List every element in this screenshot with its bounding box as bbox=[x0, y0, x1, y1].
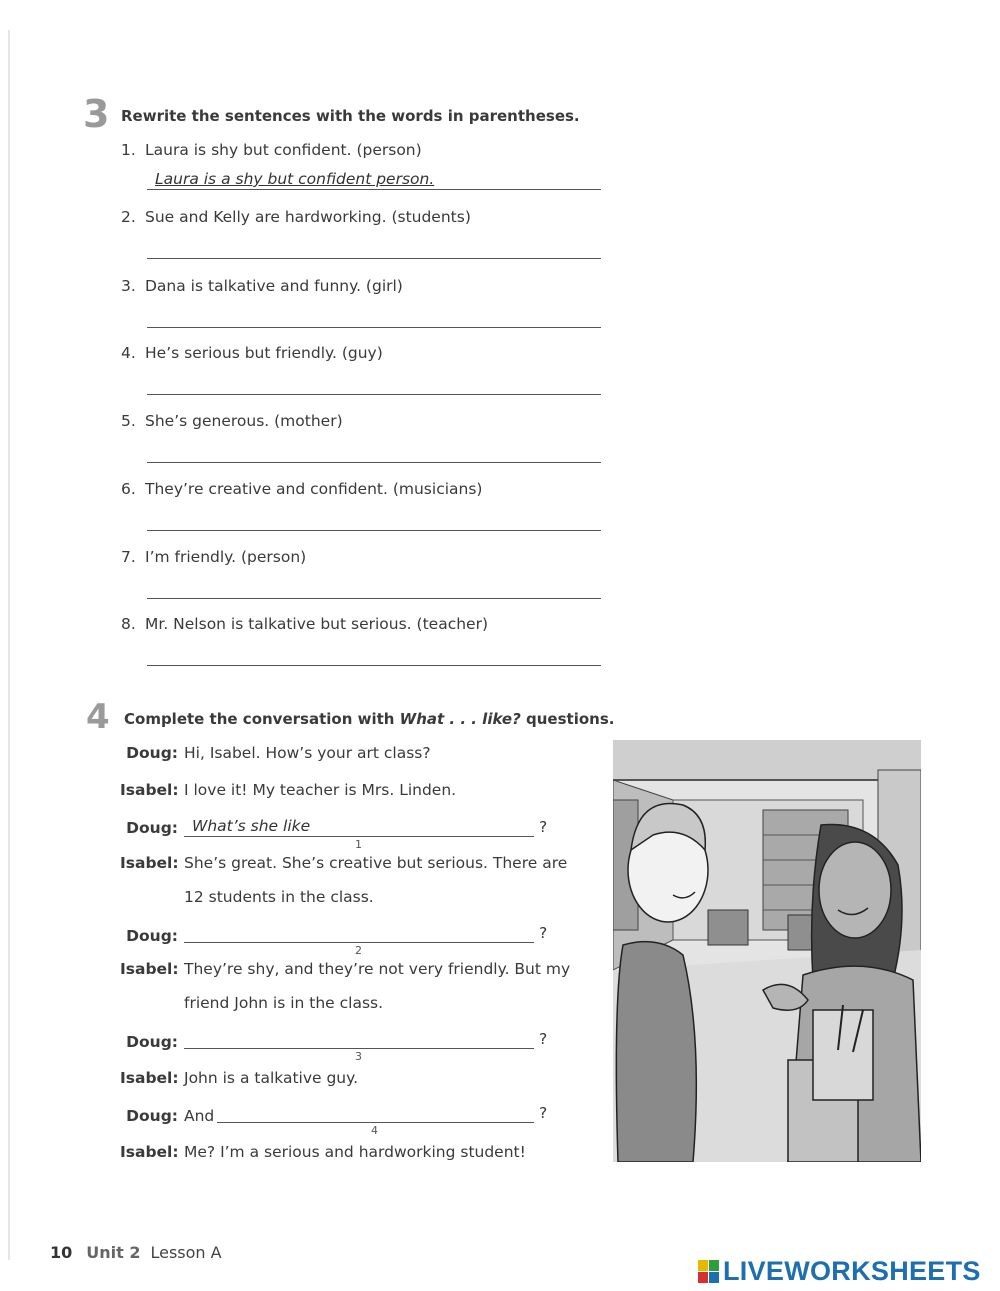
brand-name: LIVEWORKSHEETS bbox=[723, 1256, 981, 1286]
item-number: 7. bbox=[121, 548, 136, 566]
speaker-doug: Doug: bbox=[126, 819, 178, 837]
dialogue-text: And bbox=[184, 1107, 215, 1125]
question-mark: ? bbox=[539, 924, 548, 942]
speaker-doug: Doug: bbox=[126, 744, 178, 762]
dialogue-text: Me? I’m a serious and hardworking student! bbox=[184, 1143, 526, 1161]
lesson-label: Lesson A bbox=[150, 1243, 222, 1262]
page-number: 10 bbox=[50, 1243, 73, 1262]
item-number: 8. bbox=[121, 615, 136, 633]
dialogue-line bbox=[120, 960, 570, 978]
instruction-text: Complete the conversation with bbox=[124, 710, 400, 728]
speaker-doug: Doug: bbox=[126, 927, 178, 945]
dialogue-text: John is a talkative guy. bbox=[184, 1069, 359, 1087]
dialogue-continuation: 12 students in the class. bbox=[184, 888, 374, 906]
illustration-library-scene bbox=[613, 740, 921, 1162]
dialogue-line bbox=[120, 927, 178, 945]
speaker-isabel: Isabel: bbox=[120, 960, 179, 978]
page-footer bbox=[50, 1243, 222, 1262]
section-3-number: 3 bbox=[83, 92, 108, 136]
answer-line-6[interactable] bbox=[147, 508, 601, 531]
conversation-blank-1[interactable] bbox=[184, 814, 534, 837]
conversation-blank-4[interactable] bbox=[217, 1100, 534, 1123]
answer-line-4[interactable] bbox=[147, 372, 601, 395]
dialogue-text: They’re shy, and they’re not very friendly. But my bbox=[184, 960, 571, 978]
blank-number: 2 bbox=[355, 944, 362, 957]
blank-answer: What’s she like bbox=[192, 817, 311, 835]
instruction-text-end: questions. bbox=[520, 710, 615, 728]
item-number: 2. bbox=[121, 208, 136, 226]
exercise-item-6 bbox=[121, 480, 611, 498]
speaker-isabel: Isabel: bbox=[120, 781, 179, 799]
answer-line-7[interactable] bbox=[147, 576, 601, 599]
answer-text: Laura is a shy but confident person. bbox=[155, 170, 435, 188]
answer-line-3[interactable] bbox=[147, 305, 601, 328]
section-3-instruction: Rewrite the sentences with the words in parentheses. bbox=[121, 107, 580, 125]
answer-line-2[interactable] bbox=[147, 236, 601, 259]
conversation-blank-3[interactable] bbox=[184, 1026, 534, 1049]
item-number: 3. bbox=[121, 277, 136, 295]
item-number: 6. bbox=[121, 480, 136, 498]
dialogue-line bbox=[120, 1033, 178, 1051]
dialogue-text: Hi, Isabel. How’s your art class? bbox=[184, 744, 431, 762]
exercise-item-1 bbox=[121, 141, 611, 188]
item-prompt: They’re creative and confident. (musicians) bbox=[145, 480, 483, 498]
dialogue-line bbox=[120, 1107, 214, 1125]
exercise-item-7 bbox=[121, 548, 611, 566]
dialogue-line bbox=[120, 744, 431, 762]
instruction-italic: What . . . like? bbox=[399, 710, 521, 728]
speaker-doug: Doug: bbox=[126, 1033, 178, 1051]
answer-line-8[interactable] bbox=[147, 643, 601, 666]
dialogue-line bbox=[120, 854, 567, 872]
item-prompt: Sue and Kelly are hardworking. (students) bbox=[145, 208, 471, 226]
dialogue-line bbox=[120, 781, 456, 799]
item-number: 1. bbox=[121, 141, 136, 159]
question-mark: ? bbox=[539, 1104, 548, 1122]
page-edge bbox=[8, 30, 10, 1260]
dialogue-line bbox=[120, 819, 178, 837]
item-number: 4. bbox=[121, 344, 136, 362]
item-prompt: Laura is shy but confident. (person) bbox=[145, 141, 422, 159]
question-mark: ? bbox=[539, 1030, 548, 1048]
conversation-blank-2[interactable] bbox=[184, 920, 534, 943]
speaker-isabel: Isabel: bbox=[120, 1143, 179, 1161]
speaker-doug: Doug: bbox=[126, 1107, 178, 1125]
exercise-item-3 bbox=[121, 277, 611, 295]
exercise-item-4 bbox=[121, 344, 611, 362]
answer-line-5[interactable] bbox=[147, 440, 601, 463]
exercise-item-5 bbox=[121, 412, 611, 430]
speaker-isabel: Isabel: bbox=[120, 854, 179, 872]
section-4-instruction bbox=[124, 710, 614, 728]
dialogue-continuation: friend John is in the class. bbox=[184, 994, 384, 1012]
blank-number: 3 bbox=[355, 1050, 362, 1063]
dialogue-text: She’s great. She’s creative but serious. There are bbox=[184, 854, 568, 872]
speaker-isabel: Isabel: bbox=[120, 1069, 179, 1087]
question-mark: ? bbox=[539, 818, 548, 836]
section-4-number: 4 bbox=[86, 697, 110, 737]
item-number: 5. bbox=[121, 412, 136, 430]
item-prompt: I’m friendly. (person) bbox=[145, 548, 307, 566]
dialogue-text: I love it! My teacher is Mrs. Linden. bbox=[184, 781, 457, 799]
answer-line-1[interactable] bbox=[147, 167, 601, 190]
logo-grid-icon bbox=[698, 1260, 719, 1283]
dialogue-line bbox=[120, 1069, 358, 1087]
exercise-item-2 bbox=[121, 208, 611, 226]
blank-number: 4 bbox=[371, 1124, 378, 1137]
dialogue-line bbox=[120, 1143, 526, 1161]
exercise-item-8 bbox=[121, 615, 611, 633]
item-prompt: Dana is talkative and funny. (girl) bbox=[145, 277, 403, 295]
unit-label: Unit 2 bbox=[86, 1243, 141, 1262]
liveworksheets-logo bbox=[698, 1256, 981, 1287]
item-prompt: He’s serious but friendly. (guy) bbox=[145, 344, 383, 362]
blank-number: 1 bbox=[355, 838, 362, 851]
item-prompt: She’s generous. (mother) bbox=[145, 412, 343, 430]
item-prompt: Mr. Nelson is talkative but serious. (teacher) bbox=[145, 615, 488, 633]
